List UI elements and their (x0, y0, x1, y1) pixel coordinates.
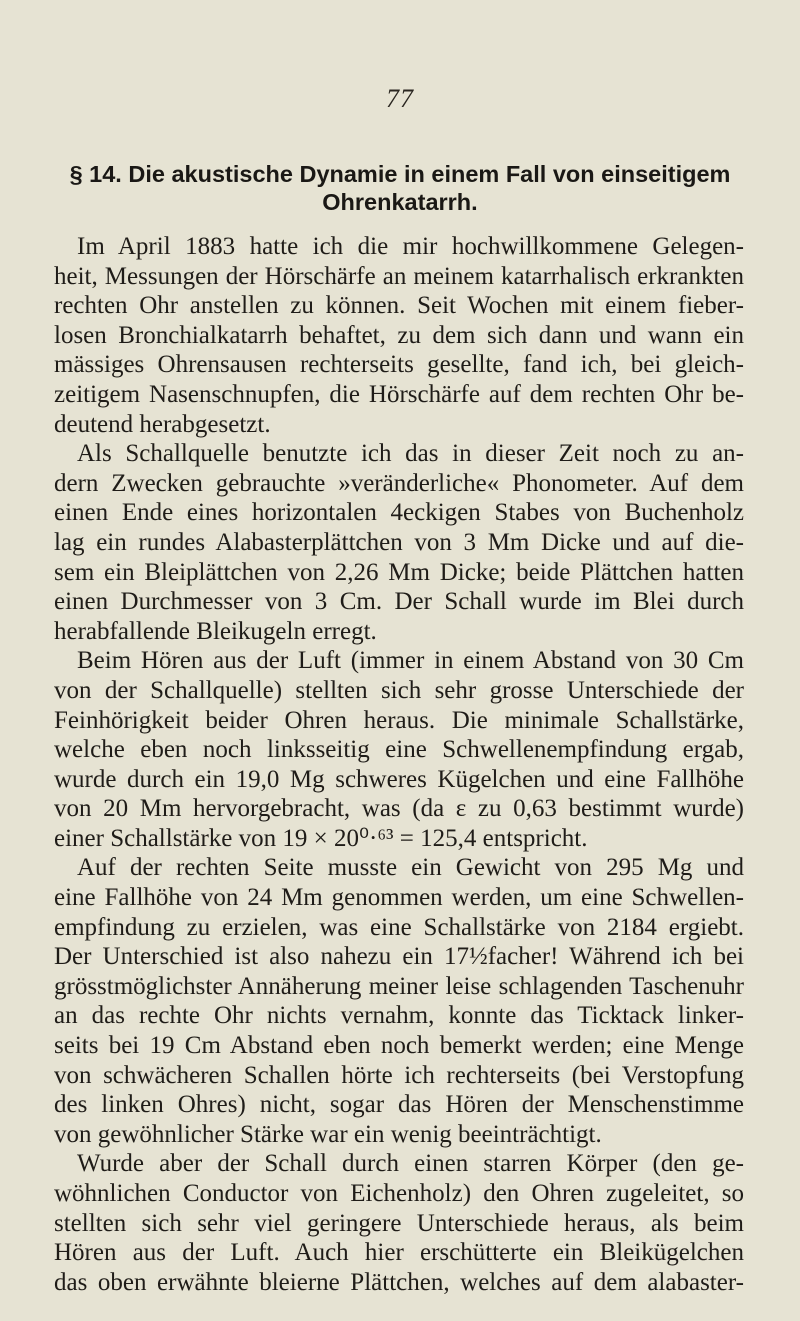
page-number: 77 (386, 84, 414, 113)
body-text (54, 232, 744, 1297)
paragraph-4-line: seits bei 19 Cm Abstand eben noch bemerkt werden; eine Menge (54, 1032, 744, 1060)
paragraph-3-line: von der Schallquelle) stellten sich sehr grosse Unterschiede der (54, 676, 744, 704)
paragraph-4-line: Auf der rechten Seite musste ein Gewicht von 295 Mg und (77, 854, 744, 882)
paragraph-4-line: Der Unterschied ist also nahezu ein 17½facher! Während ich bei (54, 943, 744, 971)
paragraph-3-line: von 20 Mm hervorgebracht, was (da ε zu 0,63 bestimmt wurde) (54, 795, 744, 823)
paragraph-4-line: empfindung zu erzielen, was eine Schallstärke von 2184 ergiebt. (54, 913, 744, 941)
paragraph-2-line: einen Ende eines horizontalen 4eckigen Stabes von Buchenholz (54, 499, 744, 527)
paragraph-5-line: stellten sich sehr viel geringere Unterschiede heraus, als beim (54, 1209, 744, 1237)
paragraph-3-line: wurde durch ein 19,0 Mg schweres Kügelchen und eine Fallhöhe (54, 765, 744, 793)
paragraph-2-line: dern Zwecken gebrauchte »veränderliche« Phonometer. Auf dem (54, 469, 744, 497)
paragraph-5-line: das oben erwähnte bleierne Plättchen, welches auf dem alabaster- (54, 1268, 744, 1296)
paragraph-4-line: von schwächeren Schallen hörte ich rechterseits (bei Verstopfung (54, 1061, 744, 1089)
paragraph-4-line: eine Fallhöhe von 24 Mm genommen werden, um eine Schwellen- (54, 884, 744, 912)
paragraph-5-line: wöhnlichen Conductor von Eichenholz) den Ohren zugeleitet, so (54, 1180, 744, 1207)
paragraph-2-line: einen Durchmesser von 3 Cm. Der Schall wurde im Blei durch (54, 588, 744, 616)
paragraph-1-line: heit, Messungen der Hörschärfe an meinem katarrhalisch erkrankten (54, 262, 744, 290)
section-heading-line: § 14. Die akustische Dynamie in einem Fall von einseitigem (69, 161, 731, 187)
paragraph-3-line: Beim Hören aus der Luft (immer in einem Abstand von 30 Cm (77, 647, 744, 675)
paragraph-3-line: einer Schallstärke von 19 × 20⁰·⁶³ = 125,4 entspricht. (54, 824, 588, 852)
paragraph-1-line: mässiges Ohrensausen rechterseits gesellte, fand ich, bei gleich- (54, 351, 744, 379)
paragraph-1-line: Im April 1883 hatte ich die mir hochwillkommene Gelegen- (77, 233, 744, 260)
paragraph-1-line: rechten Ohr anstellen zu können. Seit Wochen mit einem fieber- (54, 292, 744, 320)
paragraph-4-line: an das rechte Ohr nichts vernahm, konnte das Ticktack linker- (54, 1002, 744, 1030)
section-heading (48, 160, 752, 216)
paragraph-5-line: Wurde aber der Schall durch einen starren Körper (den ge- (77, 1150, 744, 1178)
paragraph-2-line: sem ein Bleiplättchen von 2,26 Mm Dicke; beide Plättchen hatten (54, 558, 744, 586)
paragraph-1-line: zeitigem Nasenschnupfen, die Hörschärfe auf dem rechten Ohr be- (54, 380, 744, 408)
paragraph-2-line: lag ein rundes Alabasterplättchen von 3 Mm Dicke und auf die- (54, 528, 744, 556)
paragraph-5-line: Hören aus der Luft. Auch hier erschütterte ein Bleikügelchen (54, 1239, 744, 1267)
section-heading-line: Ohrenkatarrh. (322, 189, 478, 215)
paragraph-4-line: von gewöhnlicher Stärke war ein wenig beeinträchtigt. (54, 1120, 602, 1148)
paragraph-1-line: losen Bronchialkatarrh behaftet, zu dem sich dann und wann ein (54, 321, 744, 349)
paragraph-4-line: des linken Ohres) nicht, sogar das Hören der Menschenstimme (54, 1091, 744, 1119)
paragraph-1-line: deutend herabgesetzt. (54, 410, 271, 438)
paragraph-4-line: grösstmöglichster Annäherung meiner leise schlagenden Taschenuhr (54, 972, 744, 1000)
paragraph-3-line: Feinhörigkeit beider Ohren heraus. Die minimale Schallstärke, (54, 706, 744, 734)
paragraph-2-line: Als Schallquelle benutzte ich das in dieser Zeit noch zu an- (77, 440, 744, 468)
paragraph-3-line: welche eben noch linksseitig eine Schwellenempfindung ergab, (54, 736, 744, 764)
paragraph-2-line: herabfallende Bleikugeln erregt. (54, 617, 377, 645)
